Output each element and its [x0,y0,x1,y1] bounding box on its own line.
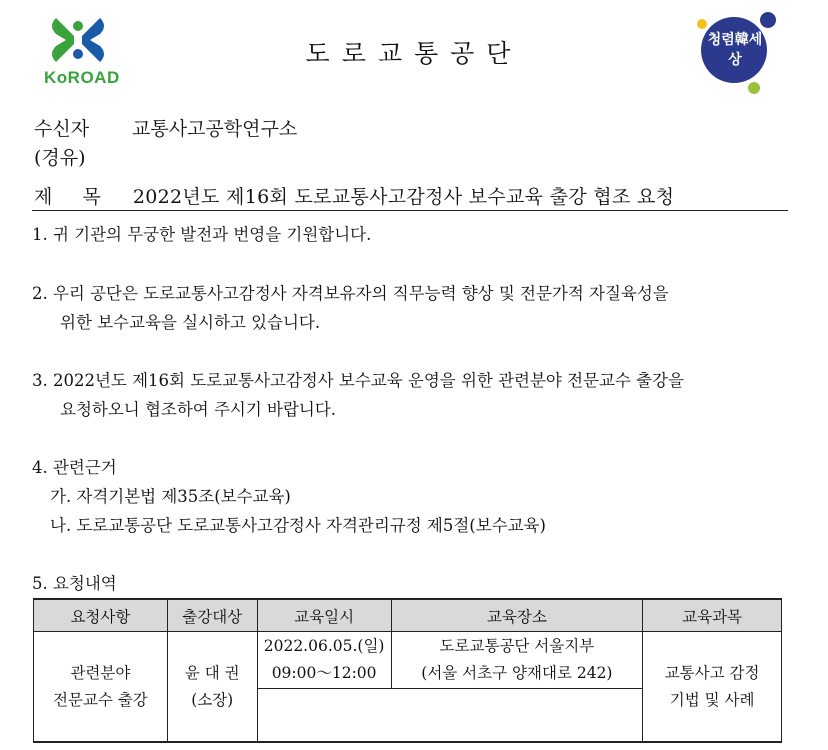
paragraph-4-item-a: 가. 자격기본법 제35조(보수교육) [50,487,291,506]
subject-label: 제 목 [34,186,107,208]
header-target: 출강대상 [167,599,257,632]
table-row [34,632,782,689]
cell-date-line-2: 09:00～12:00 [271,664,377,682]
cell-target [167,632,257,742]
header-date: 교육일시 [257,599,391,632]
paragraph-2-line-1: 2. 우리 공단은 도로교통사고감정사 자격보유자의 직무능력 향상 및 전문가적 자질육성을 [32,284,669,303]
subject-row [34,182,786,209]
cell-target-line-1: 윤 대 권 [184,663,240,682]
recipient-value: 교통사고공학연구소 [132,118,298,140]
paragraph-3-line-2: 요청하오니 협조하여 주시기 바랍니다. [60,400,337,419]
request-table [33,598,782,742]
subject-text: 2022년도 제16회 도로교통사고감정사 보수교육 출강 협조 요청 [132,186,675,208]
paragraph-4-title: 4. 관련근거 [32,458,117,477]
paragraph-1: 1. 귀 기관의 무궁한 발전과 번영을 기원합니다. [32,225,372,244]
document-title: 도로교통공단 [305,39,523,68]
subject-divider [32,210,788,211]
koroad-logo-text: KoROAD [44,68,120,87]
integrity-seal-text: 청렴韓세상 [707,32,763,68]
paragraph-2-line-2: 위한 보수교육을 실시하고 있습니다. [60,313,321,332]
cell-date-line-1: 2022.06.05.(일) [263,637,385,655]
cell-place-line-1: 도로교통공단 서울지부 [439,637,595,655]
integrity-seal [694,8,782,96]
cell-subject [643,632,782,742]
cell-target-line-2: (소장) [191,690,234,709]
recipient-label: 수신자 [34,118,90,140]
paragraph-5-title: 5. 요청내역 [32,574,117,593]
paragraph-4-item-b: 나. 도로교통공단 도로교통사고감정사 자격관리규정 제5절(보수교육) [50,516,546,535]
cell-subject-line-1: 교통사고 감정 [664,663,760,682]
header-subject: 교육과목 [643,599,782,632]
table-bottom-rule [33,741,782,743]
cell-request-line-2: 전문교수 출강 [53,690,148,709]
table-header-row [34,599,782,632]
paragraph-3-line-1: 3. 2022년도 제16회 도로교통사고감정사 보수교육 운영을 위한 관련분야 전문교수 출강을 [32,371,684,390]
cell-request-line-1: 관련분야 [70,663,131,682]
via-label: (경유) [34,147,86,169]
cell-subject-line-2: 기법 및 사례 [669,690,755,709]
cell-place [391,632,643,689]
header-request: 요청사항 [34,599,168,632]
cell-place-line-2: (서울 서초구 양재대로 242) [421,664,613,682]
cell-empty [257,689,643,742]
header-place: 교육장소 [391,599,643,632]
cell-request [34,632,168,742]
cell-date [257,632,391,689]
